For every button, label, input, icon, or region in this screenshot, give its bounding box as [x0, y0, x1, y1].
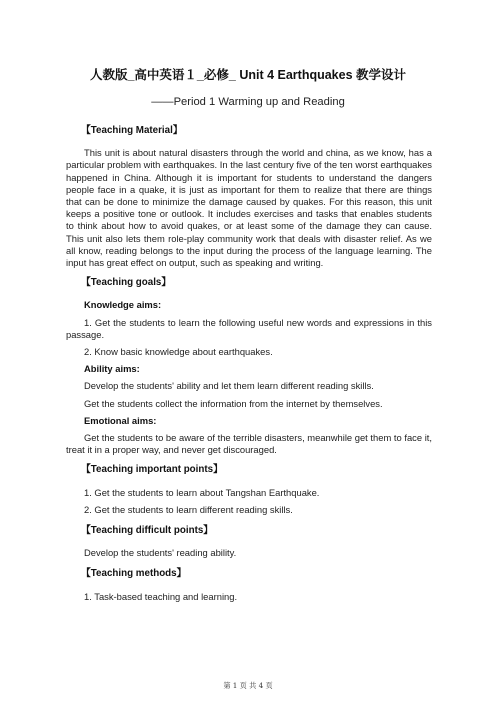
emotional-aim-1: Get the students to be aware of the terrible disasters, meanwhile get them to face it, treat it in a proper way, and never get discouraged. [66, 432, 432, 456]
section-heading-material: 【Teaching Material】 [81, 125, 183, 136]
section-heading-important: 【Teaching important points】 [81, 464, 223, 476]
important-point-1: 1. Get the students to learn about Tangshan Earthquake. [84, 486, 320, 498]
knowledge-aim-2: 2. Know basic knowledge about earthquakes. [84, 346, 273, 358]
knowledge-aims-label: Knowledge aims: [84, 299, 162, 311]
document-title: 人教版_高中英语１_必修_ Unit 4 Earthquakes 教学设计 [89, 68, 407, 82]
method-1: 1. Task-based teaching and learning. [84, 590, 238, 602]
material-paragraph: This unit is about natural disasters through the world and china, as we know, has a particular problem with earthquakes. In the last century five of the ten worst earthquakes happened in China. Although it is important for students to understand the dangers people face in a quake, it is just as important for them to realize that there are things that can be done to minimize the damage caused by quakes. For this reason, this unit keeps a positive tone or outlook. It includes exercises and tasks that enables students to think about how to avoid quakes, or at least some of the damage they can cause. This unit also lets them role-play community work that deals with disaster relief. As we all know, reading belongs to the input during the process of the language learning. The input has great effect on output, such as speaking and writing. [66, 147, 432, 269]
section-heading-difficult: 【Teaching difficult points】 [81, 525, 214, 537]
document-subtitle: ——Period 1 Warming up and Reading [151, 96, 345, 108]
knowledge-aim-1: 1. Get the students to learn the following useful new words and expressions in this passage. [66, 316, 432, 340]
page-footer: 第 1 页 共 4 页 [223, 681, 273, 690]
section-heading-methods: 【Teaching methods】 [81, 568, 187, 580]
important-point-2: 2. Get the students to learn different reading skills. [84, 503, 293, 515]
ability-aim-2: Get the students collect the information from the internet by themselves. [84, 397, 383, 409]
ability-aims-label: Ability aims: [84, 363, 140, 375]
difficult-point-1: Develop the students' reading ability. [84, 547, 237, 559]
section-heading-goals: 【Teaching goals】 [81, 277, 172, 289]
ability-aim-1: Develop the students' ability and let them learn different reading skills. [84, 380, 374, 392]
document-body [66, 125, 432, 608]
emotional-aims-label: Emotional aims: [84, 414, 157, 426]
